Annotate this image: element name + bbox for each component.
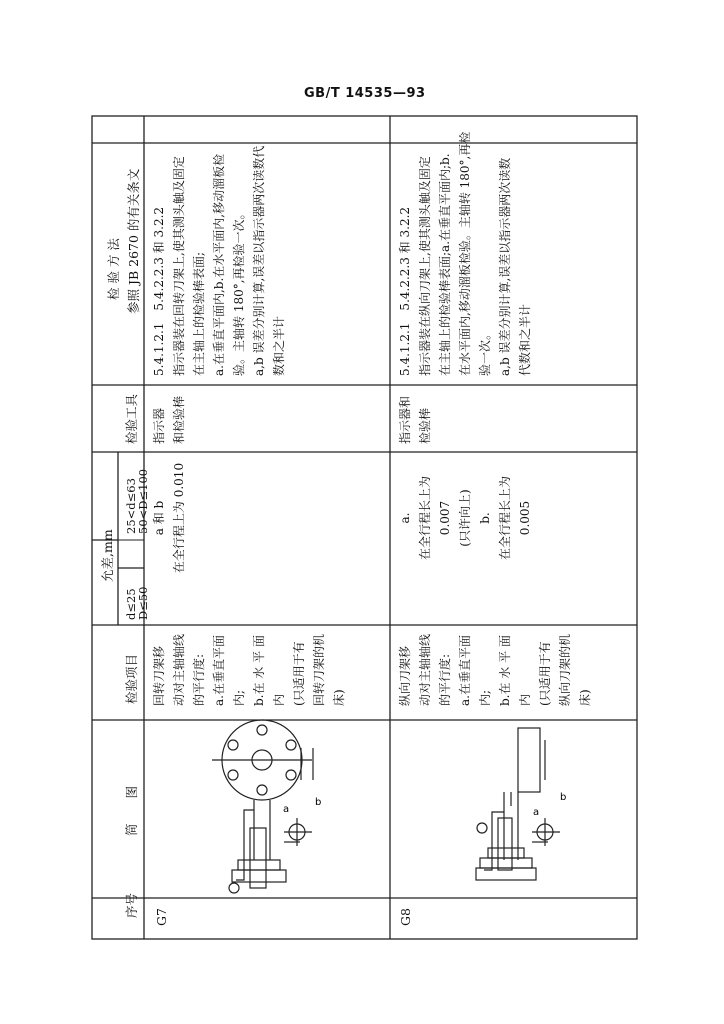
method-text-g8: 5.4.1.2.1 5.4.2.2.3 和 3.2.2 指示器装在纵向刀架上,使其测头触及固定 在主轴上的检验棒表面;a.在垂直平面内;b. 在水平面内,移动溜板检验。主轴转 180°,再检 验一次。 a,b 误差分别计算,误差以指示器两次读数 代数和之半计: [398, 131, 532, 376]
header-method-ref: 参照 JB 2670 的有关条文: [126, 168, 141, 314]
diagram-g8-label-a: a: [533, 807, 540, 818]
standard-id: GB/T 14535—93: [304, 86, 426, 101]
header-method: 检 验 方 法: [106, 238, 121, 300]
row-id-g7: G7: [154, 908, 169, 926]
diagram-g7-label-b: b: [315, 797, 322, 808]
header-tolerance: 允差,mm: [100, 529, 115, 582]
diagram-g8-label-b: b: [560, 792, 567, 803]
header-d-large: 25<d≤63: [124, 478, 138, 534]
header-item: 检验项目: [124, 653, 139, 704]
row-id-g8: G8: [398, 908, 413, 926]
tolerance-text-g8: a. 在全行程长上为 0.007 (只许向上) b. 在全行程长上为 0.005: [398, 476, 532, 561]
tool-text-g8: 指示器和 检验棒: [398, 395, 432, 444]
tool-text-g7: 指示器 和检验棒: [152, 395, 186, 444]
tolerance-text-g7: a 和 b 在全行程上为 0.010: [152, 462, 186, 574]
header-diagram: 简 图: [124, 785, 139, 836]
header-D-large: 50<D≤100: [136, 468, 150, 534]
header-d-small: d≤25: [124, 588, 138, 620]
diagram-g7-label-a: a: [283, 804, 290, 815]
header-seq: 序号: [124, 892, 139, 918]
header-tool: 检验工具: [124, 393, 139, 444]
item-text-g7: 回转刀架移 动对主轴轴线 的平行度: a.在垂直平面 内; b.在 水 平 面 内 (只适用于有 回转刀架的机 床): [152, 633, 346, 706]
method-text-g7: 5.4.1.2.1 5.4.2.2.3 和 3.2.2 指示器装在回转刀架上,使其测头触及固定 在主轴上的检验棒表面; a.在垂直平面内,b.在水平面内,移动溜板检 验。主轴转 180°,再检验一次。 a,b 误差分别计算,误差以指示器两次读数代 数和之半计: [152, 145, 286, 376]
item-text-g8: 纵向刀架移 动对主轴轴线 的平行度: a.在垂直平面 内; b.在 水 平 面 内 (只适用于有 纵向刀架的机 床): [398, 633, 592, 706]
header-D-small: D≤50: [136, 586, 150, 620]
